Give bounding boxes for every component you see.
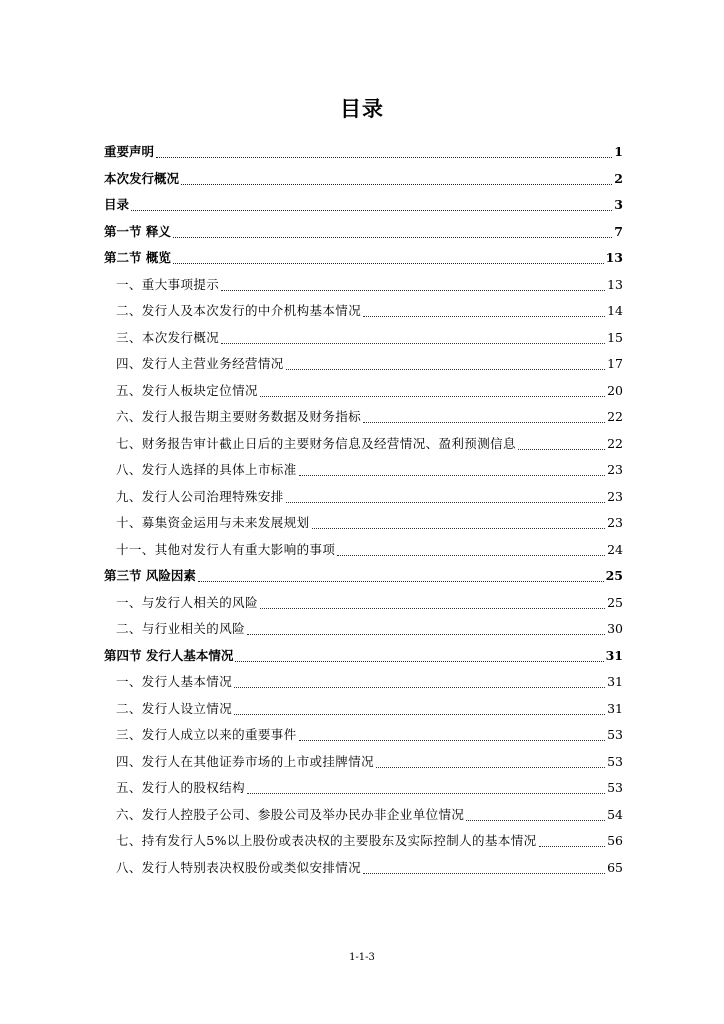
toc-subsection-entry[interactable] <box>104 457 623 484</box>
toc-entry-label: 一、与发行人相关的风险 <box>116 594 258 610</box>
dot-leader <box>260 607 605 609</box>
toc-entry-page-number: 53 <box>607 753 623 769</box>
dot-leader <box>235 660 603 662</box>
toc-entry-label: 六、发行人报告期主要财务数据及财务指标 <box>116 409 362 424</box>
dot-leader <box>299 474 605 476</box>
toc-section-entry[interactable] <box>104 643 623 670</box>
dot-leader <box>286 501 605 503</box>
toc-entry-label: 三、发行人成立以来的重要事件 <box>116 727 297 742</box>
toc-entry-page-number: 53 <box>607 780 623 795</box>
toc-entry-page-number: 31 <box>607 674 623 689</box>
dot-leader <box>234 686 605 688</box>
toc-entry-page-number: 22 <box>607 409 623 424</box>
toc-entry-label: 八、发行人特别表决权股份或类似安排情况 <box>116 859 362 875</box>
toc-subsection-entry[interactable] <box>104 855 623 882</box>
dot-leader <box>286 368 605 370</box>
toc-subsection-entry[interactable] <box>104 616 623 643</box>
dot-leader <box>247 633 605 635</box>
toc-subsection-entry[interactable] <box>104 775 623 802</box>
toc-entry-page-number: 25 <box>607 594 623 610</box>
toc-entry-page-number: 7 <box>614 223 623 239</box>
toc-entry-label: 七、持有发行人5%以上股份或表决权的主要股东及实际控制人的基本情况 <box>116 833 537 848</box>
dot-leader <box>363 872 605 874</box>
toc-section-entry[interactable] <box>104 192 623 219</box>
toc-entry-label: 一、重大事项提示 <box>116 276 220 292</box>
dot-leader <box>198 580 604 582</box>
toc-entry-page-number: 13 <box>605 250 623 265</box>
toc-subsection-entry[interactable] <box>104 828 623 855</box>
toc-entry-page-number: 15 <box>607 329 623 345</box>
page-number-footer: 1-1-3 <box>349 952 375 963</box>
toc-entry-label: 一、发行人基本情况 <box>116 674 233 689</box>
toc-entry-label: 重要声明 <box>104 144 155 159</box>
toc-subsection-entry[interactable] <box>104 378 623 405</box>
toc-entry-label: 第四节 发行人基本情况 <box>104 647 234 663</box>
toc-entry-page-number: 30 <box>607 621 623 636</box>
toc-entry-label: 第三节 风险因素 <box>104 568 196 583</box>
toc-entry-label: 本次发行概况 <box>104 170 180 186</box>
toc-entry-page-number: 20 <box>607 382 623 398</box>
dot-leader <box>337 554 605 556</box>
toc-section-entry[interactable] <box>104 245 623 272</box>
toc-subsection-entry[interactable] <box>104 590 623 617</box>
toc-entry-page-number: 13 <box>607 276 623 292</box>
dot-leader <box>156 156 612 158</box>
dot-leader <box>173 236 612 238</box>
toc-entry-label: 五、发行人板块定位情况 <box>116 382 258 398</box>
toc-entry-page-number: 22 <box>607 435 623 451</box>
toc-subsection-entry[interactable] <box>104 298 623 325</box>
page-title: 目录 <box>340 97 384 121</box>
toc-entry-label: 目录 <box>104 197 130 212</box>
toc-subsection-entry[interactable] <box>104 537 623 564</box>
toc-subsection-entry[interactable] <box>104 351 623 378</box>
dot-leader <box>363 421 605 423</box>
dot-leader <box>181 183 612 185</box>
toc-entry-label: 四、发行人主营业务经营情况 <box>116 356 284 371</box>
toc-entry-page-number: 31 <box>605 647 623 663</box>
toc-subsection-entry[interactable] <box>104 510 623 537</box>
toc-entry-label: 二、发行人设立情况 <box>116 700 233 716</box>
toc-entry-page-number: 23 <box>607 515 623 530</box>
dot-leader <box>234 713 605 715</box>
toc-entry-page-number: 25 <box>605 568 623 583</box>
toc-entry-page-number: 54 <box>607 806 623 822</box>
toc-subsection-entry[interactable] <box>104 802 623 829</box>
toc-entry-page-number: 2 <box>614 170 623 186</box>
toc-subsection-entry[interactable] <box>104 325 623 352</box>
toc-entry-page-number: 23 <box>607 462 623 477</box>
dot-leader <box>260 395 605 397</box>
toc-subsection-entry[interactable] <box>104 696 623 723</box>
toc-subsection-entry[interactable] <box>104 669 623 696</box>
toc-entry-label: 八、发行人选择的具体上市标准 <box>116 462 297 477</box>
toc-entry-label: 二、与行业相关的风险 <box>116 621 246 636</box>
toc-entry-page-number: 31 <box>607 700 623 716</box>
toc-entry-page-number: 23 <box>607 488 623 504</box>
toc-subsection-entry[interactable] <box>104 404 623 431</box>
toc-entry-page-number: 17 <box>607 356 623 371</box>
toc-entry-label: 九、发行人公司治理特殊安排 <box>116 488 284 504</box>
toc-section-entry[interactable] <box>104 139 623 166</box>
toc-entry-label: 五、发行人的股权结构 <box>116 780 246 795</box>
dot-leader <box>376 766 605 768</box>
toc-entry-page-number: 65 <box>607 859 623 875</box>
toc-entry-label: 三、本次发行概况 <box>116 329 220 345</box>
toc-entry-page-number: 1 <box>614 144 623 159</box>
dot-leader <box>131 209 612 211</box>
toc-entry-page-number: 3 <box>614 197 623 212</box>
toc-entry-label: 二、发行人及本次发行的中介机构基本情况 <box>116 303 362 318</box>
toc-entry-page-number: 56 <box>607 833 623 848</box>
toc-entry-page-number: 24 <box>607 541 623 557</box>
toc-subsection-entry[interactable] <box>104 749 623 776</box>
dot-leader <box>466 819 605 821</box>
toc-entry-label: 十、募集资金运用与未来发展规划 <box>116 515 310 530</box>
dot-leader <box>539 845 606 847</box>
dot-leader <box>173 262 604 264</box>
dot-leader <box>363 315 605 317</box>
toc-subsection-entry[interactable] <box>104 272 623 299</box>
toc-subsection-entry[interactable] <box>104 431 623 458</box>
dot-leader <box>221 342 605 344</box>
dot-leader <box>247 792 605 794</box>
toc-entry-label: 四、发行人在其他证券市场的上市或挂牌情况 <box>116 753 375 769</box>
toc-section-entry[interactable] <box>104 563 623 590</box>
dot-leader <box>518 448 605 450</box>
dot-leader <box>312 527 606 529</box>
table-of-contents <box>104 139 623 881</box>
toc-entry-label: 十一、其他对发行人有重大影响的事项 <box>116 541 336 557</box>
toc-entry-label: 六、发行人控股子公司、参股公司及举办民办非企业单位情况 <box>116 806 465 822</box>
dot-leader <box>299 739 605 741</box>
toc-subsection-entry[interactable] <box>104 484 623 511</box>
dot-leader <box>221 289 605 291</box>
toc-entry-label: 七、财务报告审计截止日后的主要财务信息及经营情况、盈利预测信息 <box>116 435 516 451</box>
toc-entry-label: 第一节 释义 <box>104 223 171 239</box>
toc-entry-page-number: 53 <box>607 727 623 742</box>
toc-entry-page-number: 14 <box>607 303 623 318</box>
toc-subsection-entry[interactable] <box>104 722 623 749</box>
toc-entry-label: 第二节 概览 <box>104 250 171 265</box>
toc-section-entry[interactable] <box>104 166 623 193</box>
toc-section-entry[interactable] <box>104 219 623 246</box>
